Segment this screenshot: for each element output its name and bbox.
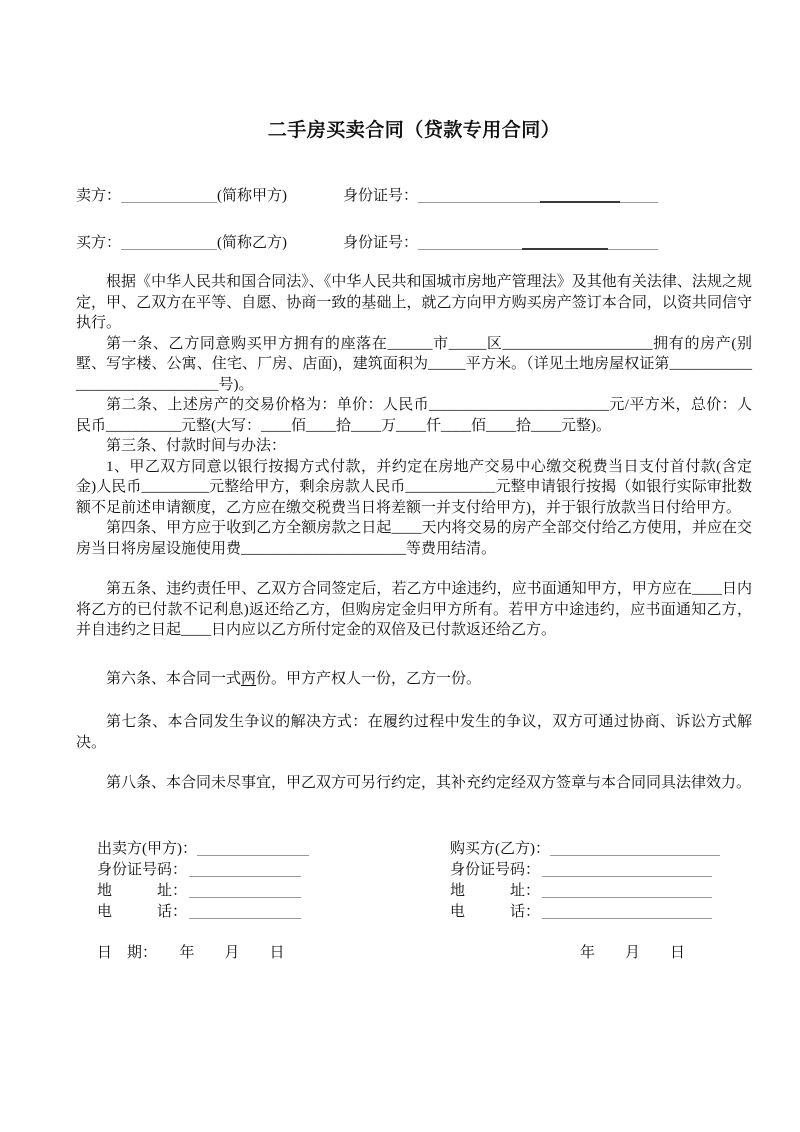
signature-phone-row (76, 902, 752, 923)
buyer-id-number-label: 身份证号码： (450, 861, 541, 878)
buyer-label: 买方： (76, 235, 122, 251)
buyer-phone-label: 电 话： (450, 903, 541, 920)
seller-alias: (简称甲方) (217, 188, 288, 204)
signature-address-row (76, 881, 752, 902)
signature-party-row (76, 839, 752, 860)
buyer-name-blank (121, 235, 217, 250)
buyer-id-number-blank (542, 862, 712, 877)
clause-6-suffix: 份。甲方产权人一份，乙方一份。 (256, 670, 482, 687)
signature-block (76, 839, 752, 964)
buyer-alias: (简称乙方) (217, 235, 288, 251)
buyer-phone-cell (450, 902, 750, 923)
seller-name-blank (121, 188, 217, 203)
seller-id-label: 身份证号： (343, 188, 419, 204)
clause-6 (76, 669, 752, 690)
clause-7: 第七条、本合同发生争议的解决方式：在履约过程中发生的争议，双方可通过协商、诉讼方式解决。 (76, 714, 752, 751)
buyer-id-blank-dark-segment (522, 248, 608, 250)
page-title: 二手房买卖合同（贷款专用合同） (267, 120, 561, 141)
preamble-paragraph: 根据《中华人民共和国合同法》、《中华人民共和国城市房地产管理法》及其他有关法律、法规之规定，甲、乙双方在平等、自愿、协商一致的基础上，就乙方向甲方购买房产签订本合同，以资共同信守执行。 (76, 274, 752, 331)
seller-id-number-label: 身份证号码： (97, 861, 188, 878)
clause-5: 第五条、违约责任甲、乙双方合同签定后，若乙方中途违约，应书面通知甲方，甲方应在____日内将乙方的已付款不记利息)返还给乙方，但购房定金归甲方所有。若甲方中途违约，应书面通知乙方，并自违约之日起____日内应以乙方所付定金的双倍及已付款返还给乙方。 (76, 581, 752, 638)
buyer-id-cell (450, 860, 750, 881)
date-label-right: 年 月 日 (580, 944, 686, 961)
clause-6-underlined-word: 两 (241, 670, 257, 687)
seller-id-cell (97, 860, 450, 881)
seller-phone-label: 电 话： (97, 903, 188, 920)
clause-3-item-1: 1、甲乙双方同意以银行按揭方式付款，并约定在房地产交易中心缴交税费当日支付首付款(含定金)人民币_________元整给甲方，剩余房款人民币____________元整申请银行按揭（如银行实际审批数额不足前述申请额度，乙方应在缴交税费当日将差额一并支付给甲方)，并于银行放款当日付给甲方。 (76, 458, 752, 516)
buyer-address-cell (450, 881, 750, 902)
buyer-party-label: 购买方(乙方)： (450, 840, 550, 857)
seller-id-number-blank (189, 862, 301, 877)
seller-party-label: 出卖方(甲方)： (97, 840, 197, 857)
seller-phone-cell (97, 902, 450, 923)
seller-phone-blank (189, 904, 301, 919)
clause-3-heading: 第三条、付款时间与办法： (106, 438, 287, 454)
buyer-signature-cell (450, 839, 750, 860)
date-label-left: 日 期： 年 月 日 (97, 944, 285, 961)
buyer-address-blank (542, 883, 712, 898)
clause-4: 第四条、甲方应于收到乙方全额房款之日起____天内将交易的房产全部交付给乙方使用，并应在交房当日将房屋设施使用费______________________等费用结清。 (76, 520, 752, 557)
clause-8: 第八条、本合同未尽事宜，甲乙双方可另行约定，其补充约定经双方签章与本合同同具法律效力。 (106, 775, 752, 791)
buyer-id-blank (418, 235, 658, 250)
date-row (76, 943, 752, 964)
seller-id-blank (418, 188, 658, 203)
buyer-id-label: 身份证号： (343, 235, 419, 251)
seller-address-cell (97, 881, 450, 902)
signature-id-row (76, 860, 752, 881)
seller-address-label: 地 址： (97, 882, 188, 899)
clause-6-prefix: 第六条、本合同一式 (106, 670, 242, 687)
clause-1: 第一条、乙方同意购买甲方拥有的座落在______市_____区____________________拥有的房产(别墅、写字楼、公寓、住宅、厂房、店面)，建筑面积为_____平方米。（详见土地房屋权证第______________________________号)。 (76, 335, 752, 393)
seller-row (76, 186, 752, 206)
buyer-party-blank (550, 841, 720, 856)
seller-address-blank (189, 883, 301, 898)
seller-party-blank (197, 841, 309, 856)
seller-id-blank-dark-segment (540, 201, 620, 203)
buyer-row (76, 233, 752, 253)
buyer-phone-blank (542, 904, 712, 919)
seller-label: 卖方： (76, 188, 122, 204)
seller-signature-cell (97, 839, 450, 860)
clause-2: 第二条、上述房产的交易价格为：单价：人民币________________________元/平方米，总价：人民币__________元整(大写：____佰____拾____万____仟____佰____拾____元整)。 (76, 397, 752, 434)
buyer-address-label: 地 址： (450, 882, 541, 899)
